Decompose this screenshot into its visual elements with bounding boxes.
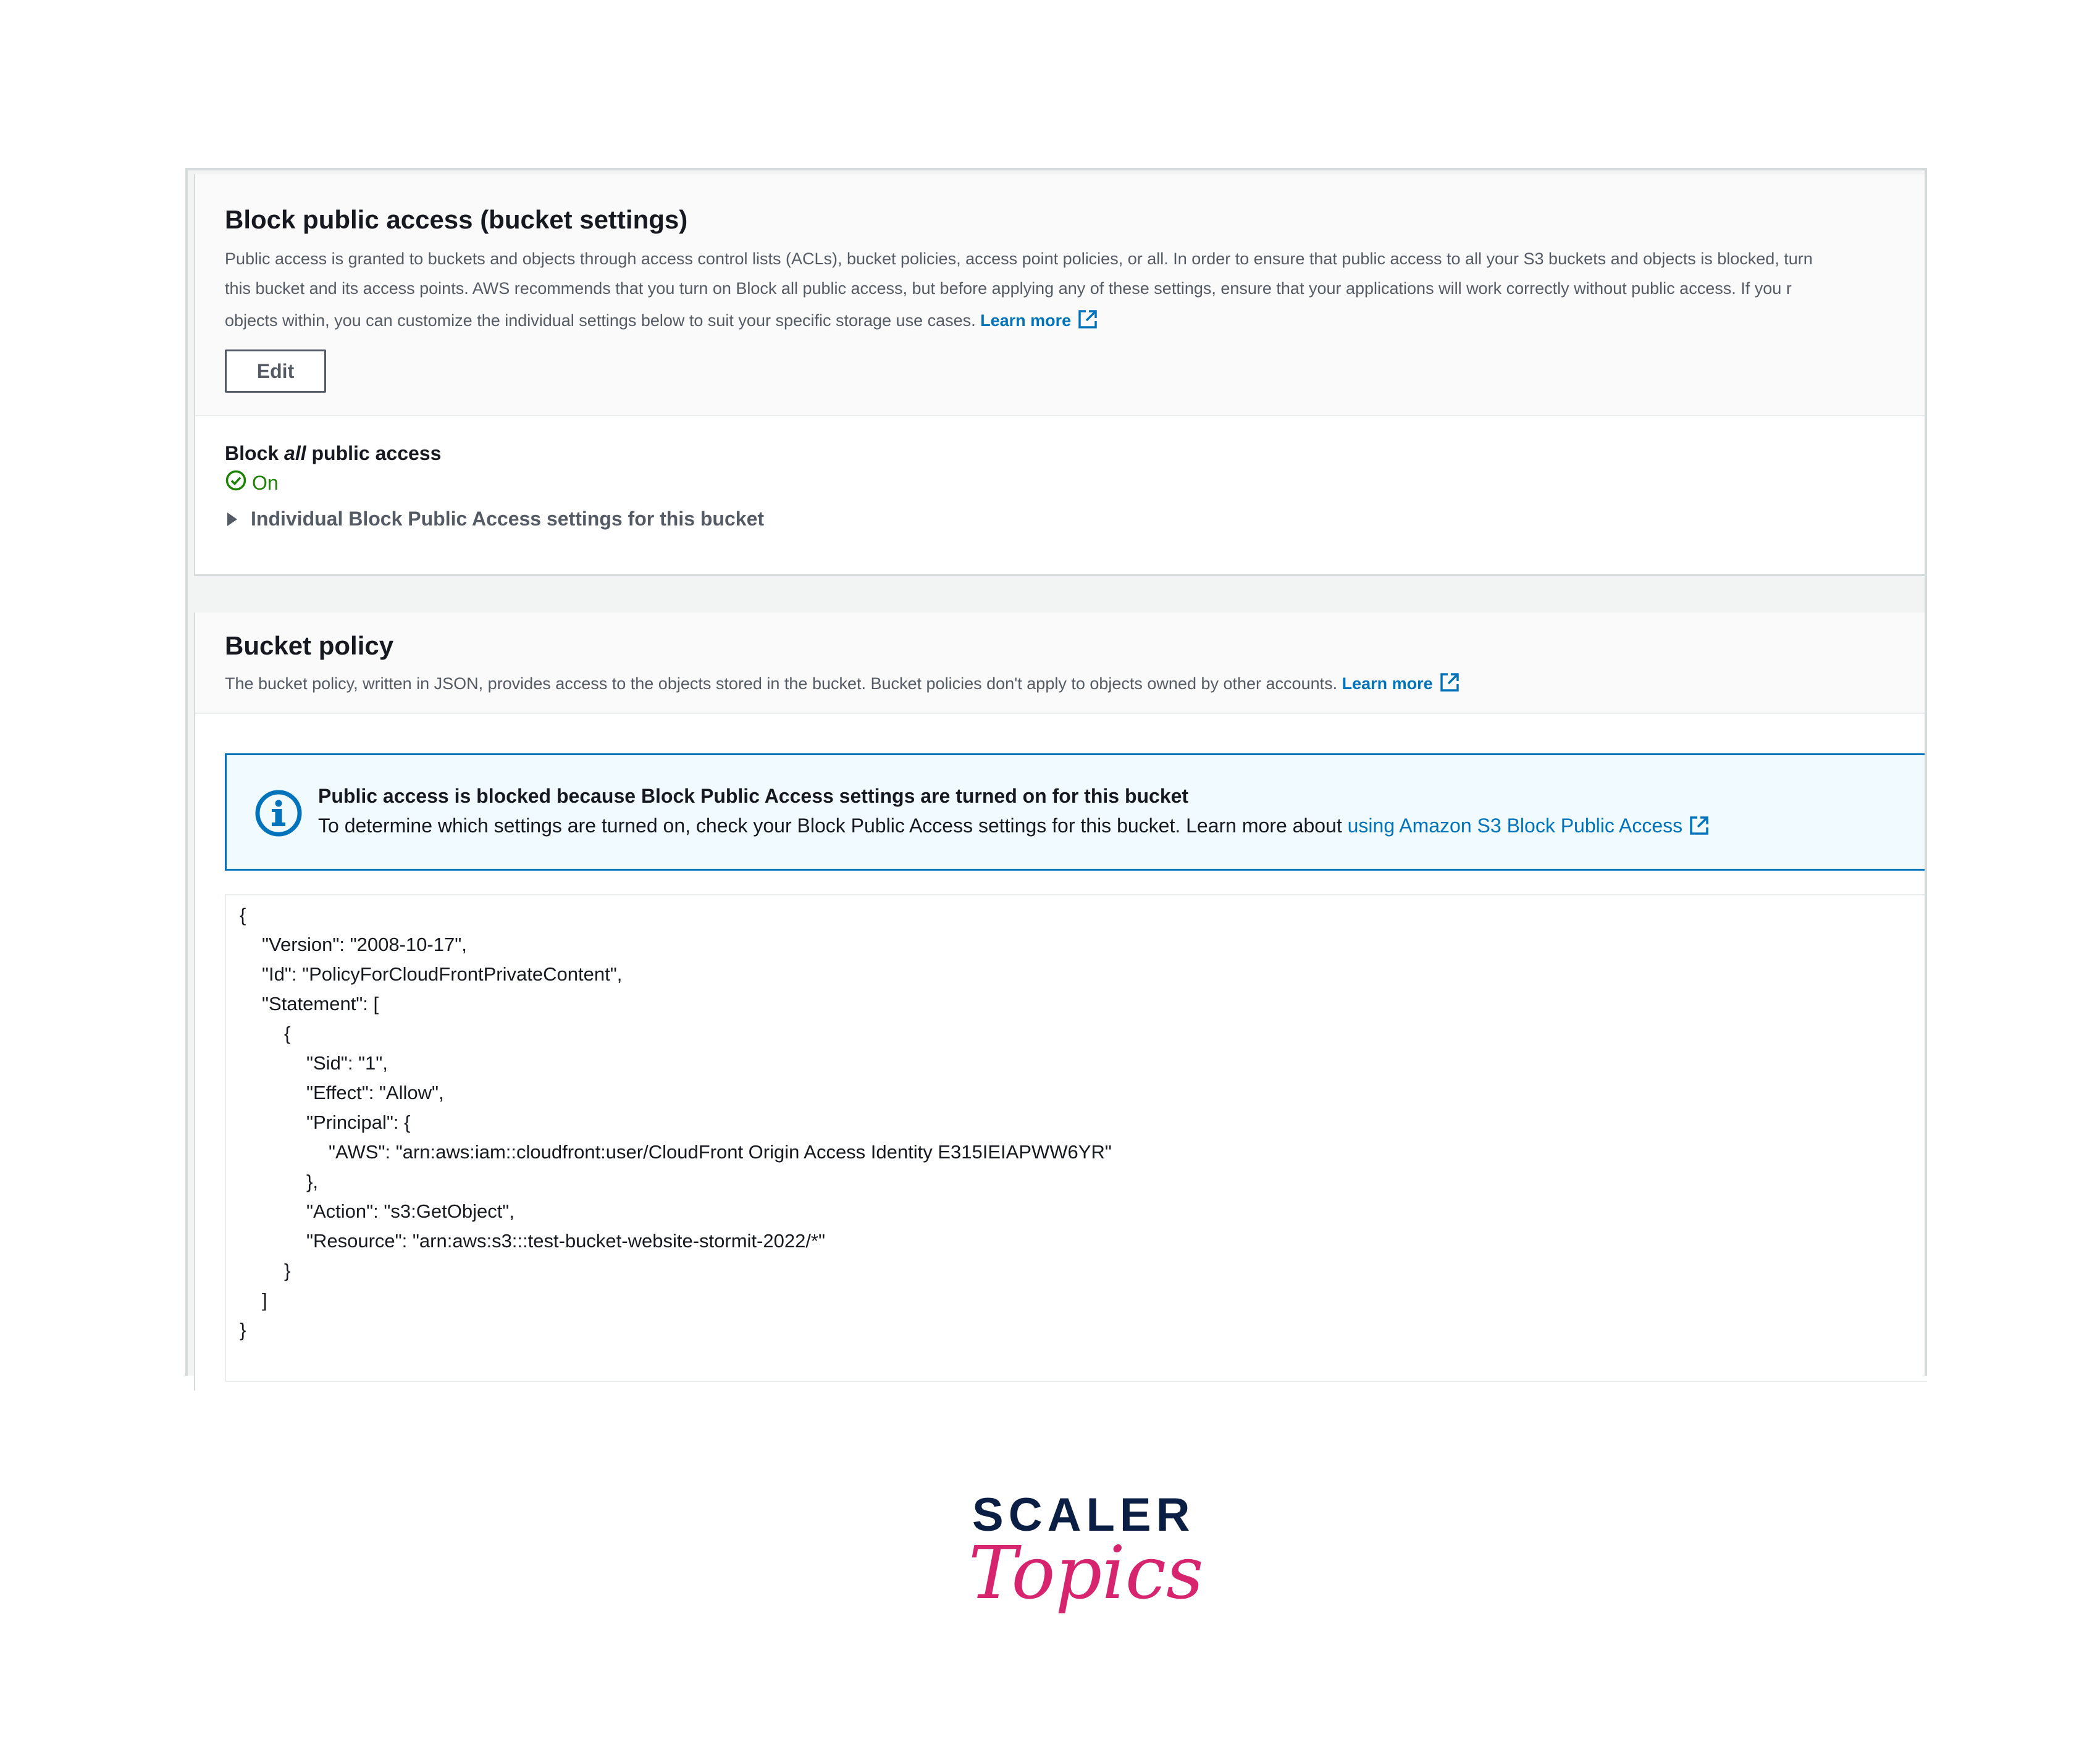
block-public-access-desc-line-1: Public access is granted to buckets and objects through access control lists (ACLs), bucket policies, access point policies, or all. In order to ensure that public access to all your S3 buckets and objects is blocked, turn	[225, 249, 1813, 268]
learn-more-link-policy[interactable]	[1342, 674, 1460, 693]
policy-line: },	[306, 1171, 318, 1192]
external-link-icon	[1439, 672, 1460, 697]
info-alert-body	[318, 814, 1710, 841]
status-indicator	[225, 469, 279, 496]
policy-line: }	[284, 1260, 291, 1281]
scaler-topics-logo	[951, 1488, 1204, 1642]
bucket-policy-desc-text: The bucket policy, written in JSON, provides access to the objects stored in the bucket. Bucket policies don't apply to objects owned by other accounts.	[225, 674, 1338, 693]
label-prefix: Block	[225, 442, 285, 464]
policy-line: "Statement": [	[262, 993, 379, 1015]
policy-line: "Version": "2008-10-17",	[262, 934, 467, 955]
block-public-access-panel	[194, 174, 1927, 576]
learn-more-label-policy: Learn more	[1342, 674, 1433, 693]
block-public-access-desc-text: objects within, you can customize the individual settings below to suit your specific storage use cases.	[225, 311, 976, 330]
info-icon	[254, 789, 303, 841]
logo-scaler-text: SCALER	[972, 1489, 1195, 1541]
block-all-public-access-label	[225, 442, 441, 465]
bucket-policy-title: Bucket policy	[225, 631, 394, 660]
expander-label: Individual Block Public Access settings for this bucket	[251, 508, 765, 530]
logo-topics-text: Topics	[968, 1530, 1204, 1615]
block-public-access-title: Block public access (bucket settings)	[225, 205, 688, 234]
policy-line: "Sid": "1",	[306, 1052, 388, 1074]
success-check-icon	[225, 469, 252, 496]
policy-line: "Action": "s3:GetObject",	[306, 1200, 514, 1222]
info-alert-body-text: To determine which settings are turned on, check your Block Public Access settings for this bucket. Learn more about	[318, 814, 1348, 837]
policy-line: }	[240, 1319, 246, 1341]
block-public-access-desc-line-3	[225, 309, 1098, 334]
s3-permissions-frame	[185, 168, 1927, 1376]
policy-line: {	[240, 904, 246, 926]
policy-line: "Principal": {	[306, 1111, 411, 1133]
label-emph: all	[284, 442, 306, 464]
info-alert-title: Public access is blocked because Block Public Access settings are turned on for this bucket	[318, 785, 1189, 807]
status-text: On	[252, 471, 279, 494]
logo-topics-script	[951, 1488, 1204, 1642]
policy-line: "Effect": "Allow",	[306, 1082, 444, 1103]
label-suffix: public access	[306, 442, 442, 464]
learn-more-label: Learn more	[980, 311, 1072, 330]
bucket-policy-desc	[225, 672, 1460, 697]
block-public-access-doc-label: using Amazon S3 Block Public Access	[1347, 814, 1683, 837]
individual-settings-expander[interactable]	[227, 508, 764, 530]
policy-line: ]	[262, 1289, 267, 1311]
block-public-access-doc-link[interactable]	[1348, 814, 1710, 837]
policy-line: "Resource": "arn:aws:s3:::test-bucket-website-stormit-2022/*"	[306, 1230, 825, 1252]
info-alert	[225, 753, 1927, 871]
policy-json-viewer	[225, 894, 1927, 1382]
caret-right-icon	[227, 513, 237, 526]
block-public-access-header	[195, 174, 1927, 416]
edit-button[interactable]: Edit	[225, 349, 326, 393]
policy-line: "Id": "PolicyForCloudFrontPrivateContent",	[262, 963, 623, 985]
external-link-icon	[1077, 309, 1098, 334]
learn-more-link[interactable]	[980, 311, 1098, 330]
block-public-access-desc-line-2: this bucket and its access points. AWS recommends that you turn on Block all public access, but before applying any of these settings, ensure that your applications will work correctly without public access. If you r	[225, 279, 1792, 298]
bucket-policy-header	[195, 613, 1927, 714]
external-link-icon	[1689, 815, 1710, 841]
policy-line: "AWS": "arn:aws:iam::cloudfront:user/CloudFront Origin Access Identity E315IEIAPWW6YR"	[329, 1141, 1112, 1163]
policy-line: {	[284, 1023, 291, 1044]
bucket-policy-panel	[194, 613, 1927, 1391]
